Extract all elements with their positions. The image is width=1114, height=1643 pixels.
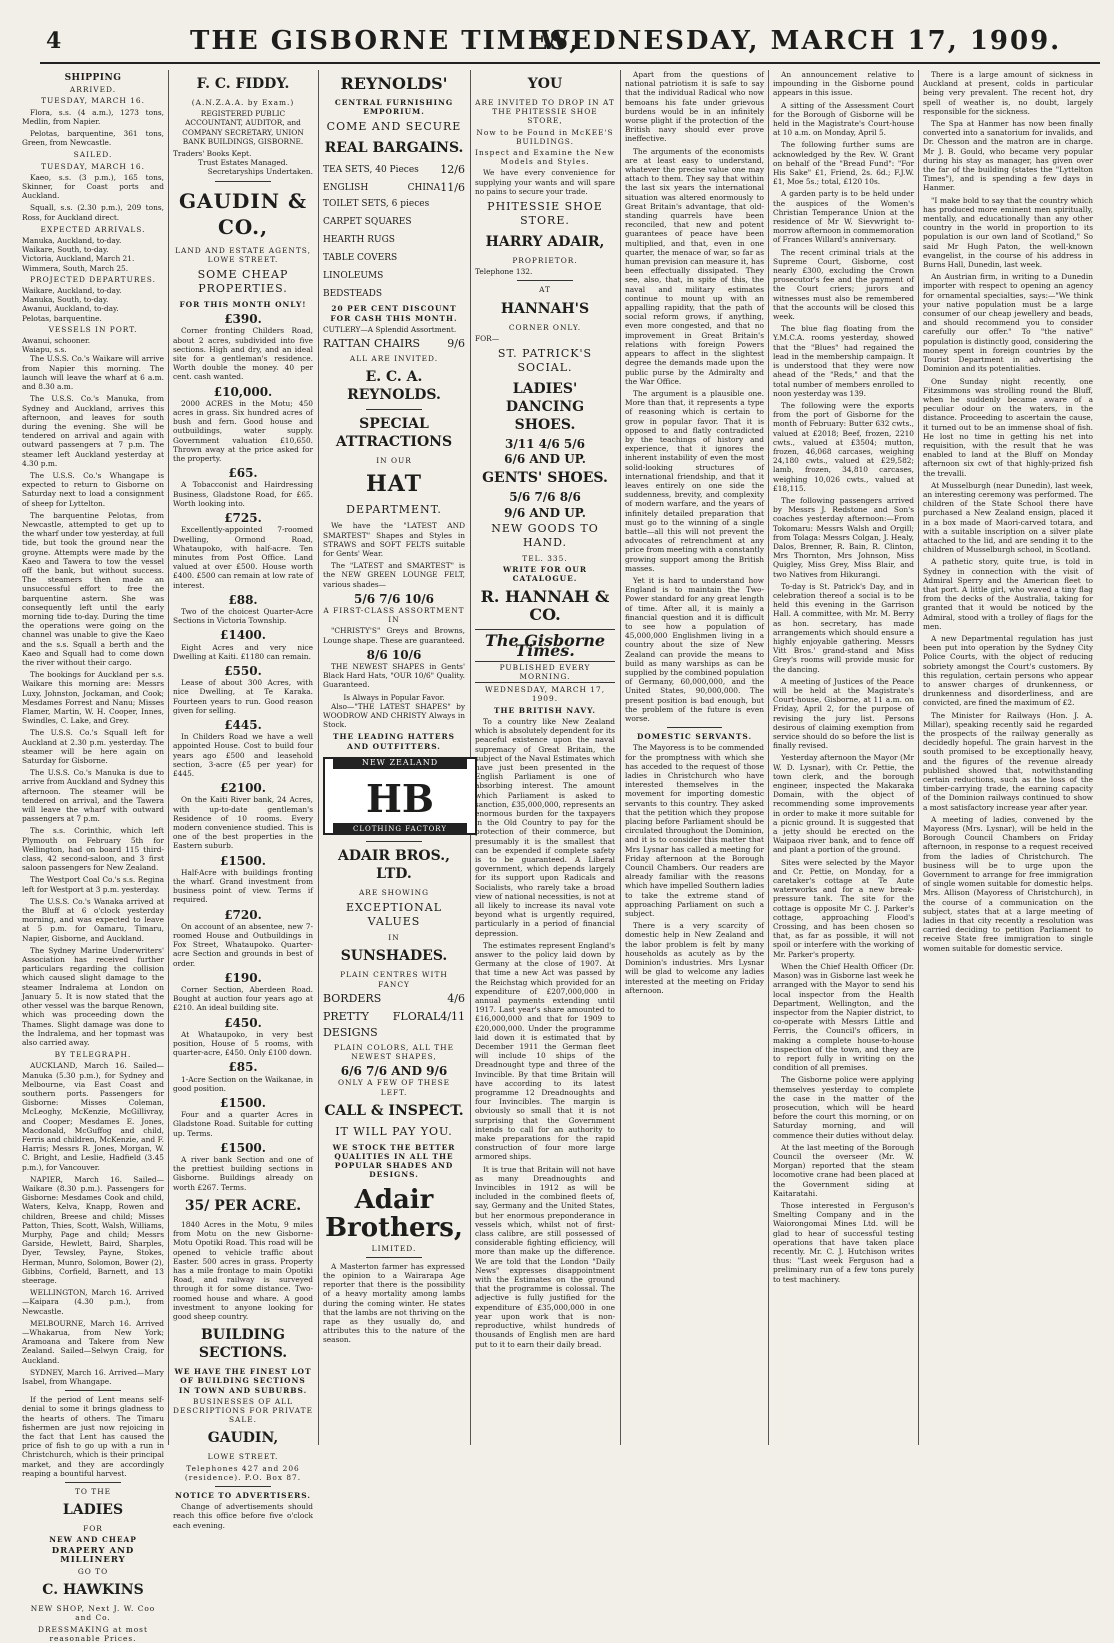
listing-text: Half-Acre with buildings fronting the wharf. Grand investment from business point of view. Terms if required. — [173, 867, 313, 905]
column-rule — [918, 70, 919, 1445]
divider — [366, 1257, 423, 1258]
hawkins-to-the: TO THE — [74, 1487, 112, 1497]
reynolds-title: REYNOLDS' — [340, 74, 448, 93]
issue-date: WEDNESDAY, MARCH 17, 1909. — [540, 26, 1062, 56]
sunshades-heading: SUNSHADES. — [340, 948, 448, 965]
news-paragraph: To-day is St. Patrick's Day, and in celebration thereof a social is to be held this evening in the Garrison Hall. A committee, with Mr. M. Berry as hon. secretary, has made arrangements which should ensure a highly enjoyable gathering. Messrs Vitt Bros.' grand-stand and Miss Grey's rooms will provide music for the dancing. — [773, 581, 914, 674]
listing-price: £85. — [228, 1060, 258, 1075]
convenience-text: We have every convenience for supplying your wants and will spare no pains to secure your trade. — [475, 168, 615, 196]
news-paragraph: Those interested in Ferguson's Smelting Company and in the Waiorongomai Mines Ltd. will be glad to hear of successful testing operations that have taken place recently. Mr. C. J. Hutchison writes thus: "Last week Ferguson had a preliminary run of a few tons purely to test machinery. — [773, 1200, 914, 1284]
hawkins-for: FOR — [83, 1524, 103, 1534]
pay-you: IT WILL PAY YOU. — [335, 1124, 453, 1138]
divider — [65, 1390, 122, 1391]
projected-line: Awanui, Auckland, to-day. — [22, 304, 119, 314]
fiddy-trust: Trust Estates Managed. — [198, 158, 288, 168]
listing-price: £725. — [224, 511, 262, 526]
also-text: Also—"THE LATEST SHAPES" by WOODROW AND CHRISTY Always in Stock. — [323, 701, 465, 730]
reynolds-item — [323, 180, 465, 212]
reynolds-item — [323, 268, 465, 284]
only-few: ONLY A FEW OF THESE LEFT. — [337, 1078, 451, 1097]
rattan-label: RATTAN CHAIRS — [323, 337, 421, 351]
editorial-date: WEDNESDAY, MARCH 17, 1909. — [484, 685, 606, 704]
listing-text: Corner Section, Aberdeen Road. Bought at auction four years ago at £210. An ideal building site. — [173, 985, 313, 1013]
column-shipping — [22, 70, 164, 1643]
ladies-dancing: LADIES' DANCING SHOES. — [505, 381, 585, 434]
for-text: FOR— — [475, 333, 500, 343]
reynolds-item-label: LINOLEUMS — [323, 271, 384, 282]
telegraph-paragraph: WELLINGTON, March 16. Arrived—Kaipara (4.30 p.m.), from Newcastle. — [22, 1288, 164, 1316]
gents-prices: 5/6 7/6 8/6 — [509, 490, 581, 505]
in-our: IN OUR — [376, 456, 412, 466]
listing-price: £550. — [224, 663, 262, 678]
proprietor: PROPRIETOR. — [512, 256, 578, 266]
listing-price: £1400. — [220, 628, 266, 643]
latest-text: The "LATEST and SMARTEST" is the NEW GREEN LOUNGE FELT, various shades— — [323, 561, 465, 589]
arrived-heading: ARRIVED. — [69, 85, 117, 95]
shipping-paragraph: The Sydney Marine Underwriters' Association has received further particulars regarding the collision which caused slight damage to the steamer Indralema at London on January 5. It is now stated that the other vessel was the barque Renown, which was proceeding down the Thames. Slight damage was done to the Indralema, and her topmast was also carried away. — [22, 945, 164, 1047]
editorial-paragraph: The argument is a plausible one. More than that, it represents a type of reasoning which is certain to grow in popular favor. That it is opposed to and flatly contradicted by the teachings of history and experience, that it ignores the inherent instability of even the most solid-looking structures of international friendship, and that it leaves entirely on one side the suddenness, brevity, and complexity of modern warfare, and the years of infinitely detailed preparation that must go to the winning of a single battle—all this will not prevent the advocates of retrenchment at any price from meeting with a constantly growing support among the British masses. — [625, 388, 764, 573]
tel-number: TEL. 335. — [522, 553, 568, 563]
shipping-paragraph: The s.s. Corinthic, which left Plymouth on February 5th for Wellington, had on board 115 third-class, 42 second-saloon, and 3 first saloon passengers for New Zealand. — [22, 826, 164, 873]
per-acre-text: 1840 Acres in the Motu, 9 miles from Motu on the new Gisborne-Motu Opotiki Road. This road will be opened to vehicle traffic about Easter. 500 acres in grass. Property has a mile frontage to main Opotiki Road, and railway is surveyed through it for some distance. Two-roomed house and whare. A good investment to anyone looking for good sheep country. — [173, 1219, 313, 1321]
vessels-line: Awanui, schooner. — [22, 336, 91, 346]
hawkins-drapery: DRAPERY AND MILLINERY — [51, 1545, 135, 1565]
ladies-prices-up: 6/6 AND UP. — [504, 452, 586, 467]
listing-price: £450. — [224, 1015, 262, 1030]
plain-centres: PLAIN CENTRES WITH FANCY — [340, 970, 448, 989]
newspaper-title: THE GISBORNE TIMES, — [190, 26, 581, 56]
vessels-heading: VESSELS IN PORT. — [48, 324, 138, 334]
listing-text: A river bank Section and one of the prettiest building sections in Gisborne. Buildings already on worth £267. Terms. — [173, 1155, 313, 1192]
building-text: WE HAVE THE FINEST LOT OF BUILDING SECTIONS IN TOWN AND SUBURBS. — [174, 1367, 312, 1395]
divider — [65, 1482, 122, 1483]
corner-only: CORNER ONLY. — [508, 322, 582, 332]
reynolds-item — [323, 232, 465, 248]
hb-clothing-logo — [323, 757, 477, 835]
news-paragraph: At the last meeting of the Borough Council the overseer (Mr. W. Morgan) reported that the steam locomotive crane had been placed at the Government siding at Kaitaratahi. — [773, 1142, 914, 1198]
listing-price: £390. — [224, 312, 262, 327]
column-rule — [318, 70, 319, 1445]
department-heading: DEPARTMENT. — [346, 503, 442, 517]
projected-line: Pelotas, barquentine. — [22, 313, 102, 323]
column-shoes-editorial — [475, 70, 615, 1450]
reynolds-items — [323, 162, 465, 302]
listing-price: £10,000. — [213, 384, 273, 399]
rattan-price: 9/6 — [447, 337, 465, 351]
published-every-morning: PUBLISHED EVERY MORNING. — [475, 661, 615, 683]
hawkins-go-to: GO TO — [77, 1567, 109, 1577]
listing-text: 2000 ACRES in the Motu; 450 acres in grass. Six hundred acres of bush and fern. Good house and outbuildings, water supply. Government valuation £10,650. Thrown away at the price asked for the property. — [173, 398, 313, 464]
fiddy-name: F. C. FIDDY. — [196, 76, 290, 92]
real-bargains: REAL BARGAINS. — [324, 140, 464, 157]
expected-line: Wimmera, South, March 25. — [22, 263, 129, 273]
shipping-paragraph: The U.S.S. Co.'s Squall left for Auckland at 2.30 p.m. yesterday. The steamer will be here again on Saturday for Gisborne. — [22, 728, 164, 766]
sailed-line: Kaeo, s.s. (3 p.m.), 165 tons, Skinner, for Coast ports and Auckland. — [22, 172, 164, 201]
news-paragraph: A new Departmental regulation has just been put into operation by the Sydney City Police Courts, with the object of reducing sobriety amongst the Court's customers. By this regulation, certain persons who appear to answer charges of drunkenness, or drunkenness and disorderliness, and are convicted, are fined the maximum of £2. — [923, 633, 1093, 708]
fiddy-desc: REGISTERED PUBLIC ACCOUNTANT, AUDITOR, and COMPANY SECRETARY, UNION BANK BUILDINGS, GISBORNE. — [182, 109, 304, 146]
ecarey-name: E. C. A. REYNOLDS. — [347, 369, 441, 404]
fiddy-sec: Secretaryships Undertaken. — [207, 167, 313, 177]
column-rule — [168, 70, 169, 1445]
shipping-paragraph: The U.S.S. Co.'s Waikare will arrive from Napier this morning. The launch will leave the wharf at 6 a.m. and 8.30 a.m. — [22, 354, 164, 392]
news-paragraph: "I make bold to say that the country which has produced more eminent men spiritually, mentally, and educationally than any other country in the world in proportion to its population is our own land of Scotland," So said Mr Hugh Paton, the well-known evangelist, in the course of his address in Burns Hall, Dunedin, last week. — [923, 195, 1093, 270]
reynolds-item-price: 12/6 — [440, 163, 465, 177]
listing-price: £1500. — [220, 1140, 266, 1155]
logo-hb: HB — [365, 775, 435, 821]
all-invited: ALL ARE INVITED. — [349, 354, 439, 364]
reynolds-item-label: TEA SETS, 40 Pieces — [323, 165, 419, 176]
column-reynolds — [323, 70, 465, 1450]
borders-price: 4/6 — [447, 991, 465, 1005]
arrived-line: Flora, s.s. (4 a.m.), 1273 tons, Medlin, from Napier. — [22, 107, 164, 126]
news-paragraph: When the Chief Health Officer (Dr. Mason) was in Gisborne last week he arranged with the Mayor to send his local inspector from the Health Department, Wellington, and the inspector from the Napier district, to co-operate with Messrs Little and Ferris, the Council's officers, in making a complete house-to-house inspection of the town, and they are to report fully in writing on the condition of all premises. — [773, 961, 914, 1073]
gaudin-title: GAUDIN & CO., — [178, 188, 308, 239]
fiddy-books: Traders' Books Kept. — [173, 149, 252, 159]
editorial-paragraph: Yet it is hard to understand how England is to maintain the Two-Power standard for any great length of time. After all, it is mainly a financial question and it is difficult to see how a population of 45,000,000 Englishmen living in a country about the size of New Zealand can provide the means to build as many warships as can be supplied by the combined population of Germany, 60,000,000, and the United States, 90,000,000. The present position is bad enough, but the problem of the future is even worse. — [625, 575, 764, 724]
pretty-label: PRETTY FLORAL DESIGNS — [323, 1009, 441, 1039]
reynolds-item-label: BEDSTEADS — [323, 289, 383, 300]
domestic-paragraph: There is a very scarcity of domestic help in New Zealand and the labor problem is felt by many households as acutely as by the Dominion's industries. Mrs Lysnar will be glad to welcome any ladies interested at the meeting on Friday afternoon. — [625, 921, 764, 995]
hawkins-advert — [22, 1487, 164, 1643]
expected-line: Manuka, Auckland, to-day. — [22, 236, 122, 246]
shipping-paragraph: The U.S.S. Co.'s Manuka, from Sydney and Auckland, arrives this afternoon, and leaves for south during the evening. She will be tendered on arrival and again with outward passengers at 7 p.m. The steamer left Auckland yesterday at 4.30 p.m. — [22, 394, 164, 468]
gaudin-sub: LAND AND ESTATE AGENTS, LOWE STREET. — [175, 245, 311, 264]
hawkins-name: C. HAWKINS — [42, 1582, 144, 1599]
st-patricks: ST. PATRICK'S SOCIAL. — [497, 347, 593, 375]
borders-row — [323, 991, 465, 1007]
listing-text: Excellently-appointed 7-roomed Dwelling, Ormond Road, Whataupoko, with half-acre. Ten minutes from Post Office. Land valued at over £500. House worth £400. £500 can remain at low rate of interest. — [173, 525, 313, 590]
news-paragraph: One Sunday night recently, one Fitzsimmons was strolling round the Bluff, when he suddenly became aware of a peculiar odour on the waters, in the distance. Proceeding to ascertain the cause, it turned out to be an immense shoal of fish. He lost no time in getting his net into requisition, with the result that he was enabled to land at the Bluff on Monday afternoon six cwt of that highly-prized fish the trevalli. — [923, 376, 1093, 478]
divider — [667, 727, 723, 728]
news-paragraph: A garden party is to be held under the auspices of the Women's Christian Temperance Union at the residence of Mr W. Sievwright to-morrow afternoon in commemoration of Frances Willard's anniversary. — [773, 189, 914, 245]
reynolds-item-label: HEARTH RUGS — [323, 235, 395, 246]
special-attractions: SPECIAL ATTRACTIONS — [335, 416, 453, 451]
ladies-prices: 3/11 4/6 5/6 — [505, 437, 585, 452]
news-paragraph: Yesterday afternoon the Mayor (Mr W. D. Lysnar), with Cr. Pettie, the town clerk, and the borough engineer, inspected the Makaraka Domain, with the object of recommending some improvements in order to make it more suitable for a picnic ground. It is suggested that a jetty should be erected on the Waipaoa river bank, and to fence off and plant a portion of the ground. — [773, 753, 914, 855]
listing-price: £190. — [224, 970, 262, 985]
rattan-row — [323, 336, 465, 352]
reynolds-item — [323, 162, 465, 178]
editorial-paragraph: The arguments of the economists are at least easy to understand, whatever the precise value one may attach to them. They say that within the last six years the international situation was altered enormously to Great Britain's advantage, that old-standing quarrels have been reconciled, that new and potent guarantees of peace have been multiplied, and that, even in one quarter, the menace of war, so far as human prevision can measure it, has been effectually dissipated. They see, also, that, in spite of this, the naval and military estimates continue to mount up with an appalling rapidity, that the path of social reform grows, if anything, even more congested, and that no improvement in Great Britain's relations with foreign Powers appears to affect in the slightest degree the demands made upon the public purse by the Admiralty and the War Office. — [625, 146, 764, 386]
listing-text: On the Kaiti River bank, 24 Acres, with up-to-date gentleman's Residence of 10 rooms. Every modern convenience studied. This is one of the best properties in the Eastern suburb. — [173, 795, 313, 851]
reynolds-item-label: ENGLISH CHINA TOILET SETS, 6 pieces — [323, 183, 441, 210]
news-paragraph: The following were the exports from the port of Gisborne for the month of February: Butter 632 cwts., valued at £2018; Beef, frozen, 2210 cwts., valued at £3504; mutton, frozen, 46,068 carcases, weighing 24,180 cwts., valued at £29,582; lamb, frozen, 34,810 carcases, weighing 10,026 cwts., valued at £18,115. — [773, 400, 914, 493]
discount-text: 20 PER CENT DISCOUNT FOR CASH THIS MONTH. — [330, 304, 458, 323]
masthead — [40, 24, 1100, 64]
lent-paragraph: If the period of Lent means self-denial to some it brings gladness to the hearts of others. The Timaru fishermen are just now rejoicing in the fact that Lent has caused the price of fish to go up with a run in Christchurch, which is their principal market, and they are accordingly reaping a bountiful harvest. — [22, 1395, 164, 1478]
news-paragraph: Sites were selected by the Mayor and Cr. Pettie, on Monday, for a caretaker's cottage at Te Aute waterworks and for a new break-pressure tank. The site for the cottage is opposite Mr C. J. Parker's cottage, approaching Flood's Crossing, and has been chosen so that, as far as possible, it will not spoil or interfere with the working of Mr. Parker's property. — [773, 857, 914, 959]
property-listings — [173, 312, 313, 1192]
per-acre-heading: 35/ PER ACRE. — [184, 1197, 302, 1214]
projected-line: Manuka, South, to-day. — [22, 295, 109, 305]
navy-paragraph: The estimates represent England's answer to the policy laid down by Germany at the close of 1907. At that time a new Act was passed by the Reichstag which provided for an expenditure of £207,000,000 in annual payments extending until 1917. Last year's share amounted to £16,000,000 and that for 1909 to £20,000,000. Under the programme laid down it is estimated that by December 1911 the German fleet will include 10 ships of the Dreadnought type and three of the Invincible. By that time Britain will have according to its latest programme 12 Dreadnoughts and four Invincibles. The margin is obviously so small that it is not surprising that the Government intends to call for an authority to make preparations for the rapid construction of four more large armored ships. — [475, 940, 615, 1162]
column-local-news — [773, 70, 914, 1450]
vessels-line: Waiapu, s.s. — [22, 345, 67, 355]
popular-text: Is Always in Popular Favor. — [343, 692, 445, 702]
column-rule — [620, 70, 621, 1445]
listing-text: 1-Acre Section on the Waikanae, in good position. — [173, 1074, 313, 1093]
plain-colors: PLAIN COLORS, ALL THE NEWEST SHAPES, — [334, 1042, 454, 1061]
hawkins-address: NEW SHOP, Next J. W. Coo and Co. — [30, 1604, 156, 1623]
newest-text: THE NEWEST SHAPES in Gents' Black Hard Hats, "OUR 10/6" Quality. Guaranteed. — [323, 662, 465, 690]
hannahs: HANNAH'S — [500, 300, 590, 317]
telephone: Telephone 132. — [475, 267, 533, 277]
telegraph-paragraph: MELBOURNE, March 16. Arrived—Whakarua, from New York; Aramoana and Takere from New Zealand. Sailed—Selwyn Craig, for Auckland. — [22, 1318, 164, 1365]
hawkins-ladies: LADIES — [62, 1502, 124, 1519]
notice-heading: NOTICE TO ADVERTISERS. — [175, 1490, 311, 1500]
shoe-store: PHITESSIE SHOE STORE. — [487, 200, 603, 228]
cutlery-text: CUTLERY—A Splendid Assortment. — [323, 324, 457, 334]
arrived-line: Pelotas, barquentine, 361 tons, Green, from Newcastle. — [22, 129, 164, 148]
listing-text: Two of the choicest Quarter-Acre Sections in Victoria Township. — [173, 606, 313, 626]
divider — [475, 629, 615, 630]
listing-text: Corner fronting Childers Road, about 2 acres, subdivided into five sections. High and dry, and an ideal site for a gentleman's residence. Worth double the money. 40 per cent. cash wanted. — [173, 326, 313, 382]
column-editorial-cont — [625, 70, 764, 1450]
domestic-heading: DOMESTIC SERVANTS. — [636, 732, 753, 742]
reynolds-item — [323, 214, 465, 230]
adair-showing: ARE SHOWING — [358, 887, 430, 897]
listing-price: £88. — [228, 592, 258, 607]
listing-text: Four and a quarter Acres in Gladstone Road. Suitable for cutting up. Terms. — [173, 1110, 313, 1138]
masterton-paragraph: A Masterton farmer has expressed the opinion to a Wairarapa Age reporter that there is the possibility of a heavy mortality among lambs during the coming winter. He states that the lambs are not thriving on the rape as they usually do, and attributes this to the nature of the season. — [323, 1261, 465, 1345]
arrived-date: TUESDAY, MARCH 16. — [41, 96, 145, 106]
listing-price: £1500. — [220, 1096, 266, 1111]
listing-price: £1500. — [220, 853, 266, 868]
listing-text: Lease of about 300 Acres, with nice Dwelling, at Te Karaka. Fourteen years to run. Good reason given for selling. — [173, 678, 313, 715]
pretty-row — [323, 1009, 465, 1041]
hat-heading: HAT — [365, 471, 423, 498]
you-heading: YOU — [527, 76, 563, 92]
adair-brothers: Adair Brothers, — [325, 1184, 463, 1243]
now-text: Now to be Found in McKEE'S BUILDINGS. — [476, 127, 614, 146]
building-heading: BUILDING SECTIONS. — [198, 1327, 288, 1362]
reynolds-item-price: 11/6 — [440, 181, 465, 195]
news-paragraph: The blue flag floating from the Y.M.C.A. rooms yesterday, showed that the "Blues" had regained the lead in the membership campaign. It is understood that they were now ahead of the "Reds," and that the total number of members enrolled to noon yesterday was 139. — [773, 324, 914, 398]
news-paragraph: A meeting of ladies, convened by the Mayoress (Mrs. Lysnar), will be held in the Borough Council Chambers on Friday afternoon, in response to a request received from the ladies of Christchurch. The business will be to urge upon the Government to arrange for free immigration of single women suitable for domestic helps. Mrs. Allison (Mayoress of Christchurch), in the course of a communication on the subject, states that at a large meeting of ladies in that city recently a resolution was carried deciding to petition Parliament to receive State free immigration to single women suitable for domestic service. — [923, 814, 1093, 953]
catalogue: WRITE FOR OUR CATALOGUE. — [502, 565, 588, 584]
news-paragraph: The following passengers arrived by Messrs J. Redstone and Son's coaches yesterday afternoon:—From Tokomaru: Messrs Walsh and Orgill; from Tolaga: Messrs Colgan, J. Healy, Dalos, Brenner, R. Bain, R. Clinton, Mrs Thornton, Mrs Johnson, Miss Quigley, Miss Grey, Miss Blair, and two Natives from Hikurangi. — [773, 495, 914, 579]
navy-paragraph: To a country like New Zealand which is absolutely dependent for its peaceful existence upon the naval supremacy of Great Britain, the subject of the Naval Estimates which have just been presented in the English Parliament is one of absorbing interest. The amount which Parliament is asked to sanction, £35,000,000, represents an enormous burden for the taxpayers in the Old Country to pay for the protection of their commerce, but presumably it is the smallest that can be expended if complete safety is to be guaranteed. A Liberal government, which depends largely for its support upon Radicals and Socialists, who rarely take a broad view of national necessities, is not at all likely to increase its naval vote beyond what is urgently required, particularly in a period of financial depression. — [475, 716, 615, 938]
gisborne-times-title: The Gisborne Times. — [484, 631, 606, 660]
divider — [215, 1486, 271, 1487]
limited-text: LIMITED. — [371, 1243, 417, 1253]
gaudin-footer-sub: LOWE STREET. — [207, 1452, 279, 1462]
news-paragraph: A pathetic story, quite true, is told in Sydney in connection with the visit of Admiral Sperry and the American fleet to that port. A little girl, who waved a tiny flag from the decks of the Australia, taking for granted that it would be noticed by the Admiral, stood with a trolley of flags for the men. — [923, 557, 1093, 631]
sailed-line: Squall, s.s. (2.30 p.m.), 209 tons, Ross, for Auckland direct. — [22, 203, 164, 222]
sailed-heading: SAILED. — [73, 150, 113, 160]
hat-prices: 5/6 7/6 10/6 — [354, 591, 434, 606]
news-paragraph: An announcement relative to impounding in the Gisborne pound appears in this issue. — [773, 70, 914, 98]
projected-heading: PROJECTED DEPARTURES. — [30, 274, 156, 284]
news-paragraph: The Spa at Hanmer has now been finally converted into a sanatorium for invalids, and Dr. Chesson and the matron are in charge. Mr J. B. Gould, who became very popular during his stay as manager, has given over the far of the building (states the "Lyttelton Times"), and is spending a few days in Hanmer. — [923, 119, 1093, 193]
gents-shoes: GENTS' SHOES. — [482, 470, 608, 487]
exceptional-values: EXCEPTIONAL VALUES — [345, 901, 443, 929]
shipping-paragraph: The U.S.S. Co.'s Whangape is expected to return to Gisborne on Saturday next to load a consignment of sheep for Lyttelton. — [22, 470, 164, 508]
shipping-heading: SHIPPING — [64, 73, 122, 83]
reynolds-emporium: CENTRAL FURNISHING EMPORIUM. — [334, 98, 454, 117]
news-paragraph: An Austrian firm, in writing to a Dunedin importer with respect to opening an agency for ornamental specialties, says:—"We think your native population must be a large consumer of our cheap jewellery and beads, and should recommend you to consider carefully our offer." To "the native" population is distinctly good, considering the money spent in foreign countries by the Tourist Department in advertising the Dominion and its potentialities. — [923, 272, 1093, 374]
listing-price: £2100. — [220, 781, 266, 796]
listing-text: On account of an absentee, new 7-roomed House and Outbuildings in Fox Street, Whataupoko. Quarter-acre Section and grounds in best of order. — [173, 921, 313, 968]
shipping-paragraph: The bookings for Auckland per s.s. Waikare this morning are: Messrs Luxy, Johnston, Jockaman, and Cook; Mesdames Forrest and Nanu; Misses Flamer, Martin, W. H. Cooper, Innes, Swindles, C. Lake, and Grey. — [22, 670, 164, 726]
divider — [366, 409, 423, 410]
hawkins-dressmaking: DRESSMAKING at most reasonable Prices. — [38, 1624, 148, 1643]
news-paragraph: A meeting of Justices of the Peace will be held at the Magistrate's Court-house, Gisborne, at 11 a.m. on Friday, April 2, for the purpose of revising the jury list. Persons desirous of claiming exemption from service should do so before the list is finally revised. — [773, 676, 914, 751]
sunshade-prices: 6/6 7/6 AND 9/6 — [340, 1064, 448, 1079]
new-goods: NEW GOODS TO HAND. — [491, 521, 599, 549]
r-hannah: R. HANNAH & CO. — [480, 587, 610, 625]
news-paragraph: There is a large amount of sickness in Auckland at present, colds in particular being very prevalent. The recent hot, dry spell of weather is, no doubt, largely responsible for the sickness. — [923, 70, 1093, 116]
reynolds-item-label: CARPET SQUARES — [323, 217, 412, 228]
shipping-paragraph: The barquentine Pelotas, from Newcastle, attempted to get up to the wharf under tow yesterday, at full tide, but took the ground near the groyne. Attempts were made by the Kaeo and Tawera to tow the vessel off the bank, but without success. The steamers then made an unsuccessful effort to free the barquentine astern. She was consequently left until the early morning tide to-day. During the time the operations were going on the channel was unable to give the Kaeo and the s.s. Squall a berth and the Kaeo and Squall had to come down the river without their cargo. — [22, 510, 164, 667]
gaudin-phones: Telephones 427 and 206 (residence). P.O. Box 87. — [184, 1463, 302, 1482]
expected-heading: EXPECTED ARRIVALS. — [40, 224, 146, 234]
reynolds-item-label: TABLE COVERS — [323, 253, 398, 264]
adair-title: ADAIR BROS., LTD. — [338, 847, 450, 882]
news-paragraph: The following further sums are acknowledged by the Rev. W. Grant on behalf of the "Bread Fund": "For His Sake" £1, Friend, 2s. 6d.; F.J.W. £1, Moe 5s.; total, £120 10s. — [773, 140, 914, 187]
news-paragraph: The Minister for Railways (Hon. J. A. Millar), speaking recently said he regarded the prospects of the railway generally as decidedly hopeful. The grain harvest in the south promised to be exceptionally heavy, and the figures of the revenue already published showed that, notwithstanding certain reductions, such as the loss of the timber-carrying trade, the earning capacity of the Dominion railways continued to show a most satisfactory increase year after year. — [923, 710, 1093, 812]
page-number: 4 — [46, 28, 62, 54]
projected-line: Waikare, Auckland, to-day. — [22, 286, 122, 296]
borders-label: BORDERS — [323, 991, 382, 1005]
telegraph-paragraph: NAPIER, March 16. Sailed—Waikare (8.30 p.m.). Passengers for Gisborne: Mesdames Cook and child, Waters, Kelva, Knapp, Rowen and children, Breese and child; Misses Patton, Thies, Scott, Walsh, Williams, Murphy, Page and child; Messrs Garside, Hewlett, Baird, Sharples, Dyer, Tewsley, Payne, Stokes, Herman, Munro, Solomon, Bower (2), Gibbins, Corfield, Barnett, and 13 steerage. — [22, 1174, 164, 1285]
sailed-date: TUESDAY, MARCH 16. — [41, 161, 145, 171]
news-paragraph: At Musselburgh (near Dunedin), last week, an interesting ceremony was performed. The children of the State School there have purchased a New Zealand ensign, placed it in a box made of Maori-carved totara, and with a suitable inscription on a silver plate attached to the lid, and are sending it to the children of Musselburgh school, in Scotland. — [923, 480, 1093, 555]
hawkins-new-cheap: NEW AND CHEAP — [49, 1535, 137, 1545]
christys-prices: 8/6 10/6 — [366, 647, 422, 662]
telegraph-heading: BY TELEGRAPH. — [54, 1050, 132, 1060]
some-cheap: SOME CHEAP PROPERTIES. — [197, 268, 289, 296]
listing-text: Eight Acres and very nice Dwelling at Kaiti. £1180 can remain. — [173, 642, 313, 661]
telegraph-paragraph: SYDNEY, March 16. Arrived—Mary Isabel, from Whangape. — [22, 1367, 164, 1387]
come-secure: COME AND SECURE — [326, 120, 462, 134]
reynolds-item — [323, 250, 465, 266]
news-paragraph: A sitting of the Assessment Court for the Borough of Gisborne will be held in the Magistrate's Court-house at 10 a.m. on Monday, April 5. — [773, 100, 914, 138]
editorial-paragraph: Apart from the questions of national patriotism it is safe to say that the individual Radical who now bemoans his fate under grievous burdens would be in an infinitely worse plight if the protection of the British navy should ever prove ineffective. — [625, 70, 764, 144]
expected-line: Victoria, Auckland, March 21. — [22, 254, 135, 264]
harry-adair: HARRY ADAIR, — [485, 234, 605, 251]
first-class: A FIRST-CLASS ASSORTMENT IN — [323, 606, 465, 625]
navy-heading: THE BRITISH NAVY. — [494, 705, 596, 715]
fiddy-sub: (A.N.Z.A.A. by Exam.) — [191, 98, 295, 107]
listing-text: In Childers Road we have a well appointed House. Cost to build four years ago £500 and leasehold section, 3-acre (£5 per year) for £445. — [173, 732, 313, 778]
listing-price: £445. — [224, 717, 262, 732]
call-inspect: CALL & INSPECT. — [324, 1102, 464, 1119]
news-paragraph: The recent criminal trials at the Supreme Court, Gisborne, cost nearly £300, excluding the Crown prosecutor's fee and the payment of the Court criers; jurors and witnesses must also be remembered that the accounts will be closed this week. — [773, 247, 914, 322]
christys-text: "CHRISTY'S" Greys and Browns, Lounge shape. These are guaranteed. — [323, 626, 465, 645]
shipping-paragraph: The Westport Coal Co.'s s.s. Regina left for Westport at 3 p.m. yesterday. — [22, 875, 164, 894]
gaudin-footer-name: GAUDIN, — [207, 1430, 279, 1447]
column-general-news — [923, 70, 1093, 1450]
logo-nz: NEW ZEALAND — [333, 757, 467, 769]
inspect-text: Inspect and Examine the New Models and Styles. — [475, 148, 615, 167]
expected-line: Waikare, South, to-day. — [22, 245, 109, 255]
shipping-paragraph: The U.S.S. Co.'s Manuka is due to arrive from Auckland and Sydney this afternoon. The steamer will be tendered on arrival, and the Tawera will leave the wharf with outward passengers at 7 p.m. — [22, 768, 164, 824]
reynolds-item — [323, 286, 465, 302]
divider — [215, 181, 271, 182]
pretty-price: 4/11 — [440, 1009, 465, 1023]
column-gaudin — [173, 70, 313, 1530]
navy-paragraph: It is true that Britain will not have as many Dreadnoughts and Invincibles in 1912 as will be included in the combined fleets of, say, Germany and the United States, but her enormous preponderance in vessels which, whilst not of first-class calibre, are still possessed of considerable fighting efficiency, will more than make up the difference. We are told that the London "Daily News" expresses disappointment with the Estimates on the ground that the programme is colossal. The adjective is fully justified for the expenditure of £35,000,000 in one year upon work that is non-reproductive, whilst hundreds of thousands of English men are hard put to it to earn their daily bread. — [475, 1164, 615, 1349]
notice-text: Change of advertisements should reach this office before five o'clock each evening. — [173, 1502, 313, 1530]
listing-price: £720. — [224, 907, 262, 922]
gents-prices-up: 9/6 AND UP. — [504, 505, 586, 520]
this-month: FOR THIS MONTH ONLY! — [179, 300, 307, 310]
businesses-text: BUSINESSES OF ALL DESCRIPTIONS FOR PRIVATE SALE. — [173, 1396, 313, 1425]
at-text: AT — [539, 285, 551, 295]
news-paragraph: The Gisborne police were applying themselves yesterday to complete the case in the matter of the prosecution, which will be heard before the court this morning, or on Saturday morning, and will commence their duties without delay. — [773, 1075, 914, 1140]
listing-text: A Tobacconist and Hairdressing Business, Gladstone Road, for £65. Worth looking into. — [173, 480, 313, 508]
logo-clothing: CLOTHING FACTORY — [333, 823, 467, 835]
adair-in: IN — [388, 933, 400, 943]
divider — [366, 841, 423, 842]
leading-hatters: THE LEADING HATTERS AND OUTFITTERS. — [333, 732, 455, 751]
stock-text: WE STOCK THE BETTER QUALITIES IN ALL THE POPULAR SHADES AND DESIGNS. — [332, 1142, 456, 1180]
divider — [517, 280, 573, 281]
hat-text: We have the "LATEST AND SMARTEST" Shapes and Styles in STRAWS and SOFT FELTS suitable for Gents' Wear. — [323, 521, 465, 559]
column-rule — [768, 70, 769, 1445]
domestic-paragraph: The Mayoress is to be commended for the promptness with which she has acceded to the request of those ladies in Christchurch who have interested themselves in the movement for importing domestic servants to this country. They asked that the petition which they propose placing before Parliament should be circulated throughout the Dominion, and it is to consider this matter that Mrs Lysnar has called a meeting for Friday afternoon at the Borough Council Chambers. Our readers are already familiar with the reasons which have impelled Southern ladies to take the extreme stand of approaching Parliament on such a subject. — [625, 743, 764, 919]
invited-text: ARE INVITED TO DROP IN AT THE PHITESSIE SHOE STORE, — [475, 98, 615, 126]
shipping-paragraph: The U.S.S. Co.'s Wanaka arrived at the Bluff at 6 o'clock yesterday morning, and was expected to leave at 5 p.m. for Oamaru, Timaru, Napier, Gisborne, and Auckland. — [22, 896, 164, 943]
listing-text: At Whataupoko, in very best position, House of 5 rooms, with quarter-acre, £450. Only £100 down. — [173, 1029, 313, 1058]
listing-price: £65. — [228, 466, 258, 481]
telegraph-paragraph: AUCKLAND, March 16. Sailed—Manuka (5.30 p.m.), for Sydney and Melbourne, via East Coast and southern ports. Passengers for Gisborne: Misses Coleman, McLeoghy, McKenzie, McGillivray, and Cooper; Mesdames E. Jones, Macdonald, McGuffog and child, Ferris and children, McKenzie, and F. Harris; Messrs R. Jones, Morgan, W. C. Bright, and Leslie, Hadfield (3.45 p.m.), for Vancouver. — [22, 1061, 164, 1172]
